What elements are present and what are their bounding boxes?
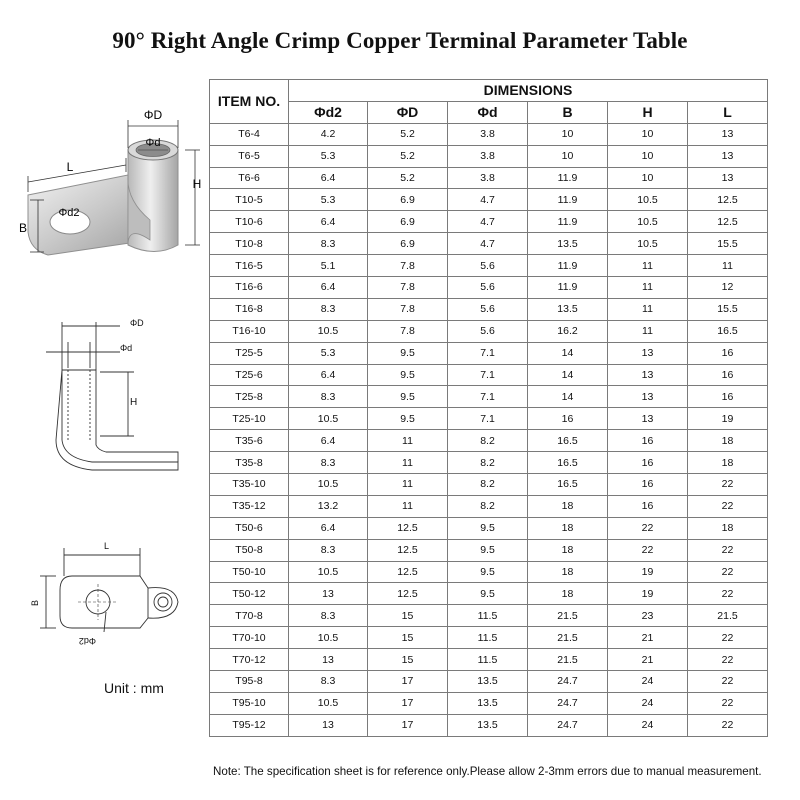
table-row xyxy=(210,364,768,386)
cell-L: 22 xyxy=(688,539,768,561)
table-row xyxy=(210,145,768,167)
cell-L: 22 xyxy=(688,649,768,671)
cell-item-no: T10-6 xyxy=(210,211,289,233)
col-header-phid2: Φd2 xyxy=(289,101,368,123)
cell-phiD: 17 xyxy=(368,692,448,714)
fig1-phid2-label: Φd2 xyxy=(58,207,80,219)
cell-phid2: 8.3 xyxy=(289,233,368,255)
cell-phid: 11.5 xyxy=(448,627,528,649)
cell-H: 13 xyxy=(608,364,688,386)
cell-phid2: 6.4 xyxy=(289,167,368,189)
cell-H: 10.5 xyxy=(608,211,688,233)
table-row xyxy=(210,430,768,452)
cell-item-no: T10-5 xyxy=(210,189,289,211)
cell-phid: 4.7 xyxy=(448,233,528,255)
cell-phid2: 4.2 xyxy=(289,123,368,145)
cell-phiD: 9.5 xyxy=(368,386,448,408)
cell-L: 18 xyxy=(688,452,768,474)
cell-B: 21.5 xyxy=(528,649,608,671)
cell-phid2: 10.5 xyxy=(289,474,368,496)
cell-phid: 8.2 xyxy=(448,452,528,474)
cell-phid: 7.1 xyxy=(448,364,528,386)
cell-item-no: T50-6 xyxy=(210,517,289,539)
cell-L: 22 xyxy=(688,474,768,496)
terminal-plan-view xyxy=(30,541,178,646)
cell-phid2: 6.4 xyxy=(289,430,368,452)
table-row xyxy=(210,277,768,299)
cell-item-no: T6-6 xyxy=(210,167,289,189)
cell-B: 16.5 xyxy=(528,452,608,474)
cell-phid2: 8.3 xyxy=(289,452,368,474)
cell-phid2: 6.4 xyxy=(289,277,368,299)
table-row xyxy=(210,649,768,671)
cell-L: 22 xyxy=(688,714,768,736)
cell-phiD: 5.2 xyxy=(368,123,448,145)
cell-H: 11 xyxy=(608,277,688,299)
fig1-B-label: B xyxy=(18,221,28,235)
cell-L: 15.5 xyxy=(688,298,768,320)
table-row xyxy=(210,517,768,539)
cell-phiD: 7.8 xyxy=(368,298,448,320)
cell-B: 16 xyxy=(528,408,608,430)
cell-phid: 3.8 xyxy=(448,167,528,189)
table-row xyxy=(210,211,768,233)
table-row xyxy=(210,539,768,561)
fig2-H-label: H xyxy=(130,397,138,408)
cell-B: 10 xyxy=(528,123,608,145)
table-row xyxy=(210,298,768,320)
table-row xyxy=(210,561,768,583)
cell-B: 11.9 xyxy=(528,167,608,189)
cell-phid2: 8.3 xyxy=(289,539,368,561)
cell-phiD: 12.5 xyxy=(368,583,448,605)
col-header-L: L xyxy=(688,101,768,123)
fig3-L-label: L xyxy=(104,541,110,551)
cell-B: 13.5 xyxy=(528,233,608,255)
fig1-phiD-label: ΦD xyxy=(143,108,163,122)
cell-H: 11 xyxy=(608,320,688,342)
cell-B: 21.5 xyxy=(528,605,608,627)
fig2-phid-label: Φd xyxy=(120,343,133,353)
cell-phid: 13.5 xyxy=(448,671,528,693)
cell-phid2: 8.3 xyxy=(289,298,368,320)
cell-phid: 8.2 xyxy=(448,474,528,496)
cell-H: 10 xyxy=(608,167,688,189)
cell-B: 18 xyxy=(528,539,608,561)
cell-phiD: 17 xyxy=(368,714,448,736)
cell-H: 22 xyxy=(608,517,688,539)
cell-L: 12.5 xyxy=(688,211,768,233)
cell-H: 19 xyxy=(608,561,688,583)
cell-B: 16.5 xyxy=(528,474,608,496)
cell-phid2: 5.1 xyxy=(289,255,368,277)
table-row xyxy=(210,233,768,255)
cell-B: 16.2 xyxy=(528,320,608,342)
cell-L: 12 xyxy=(688,277,768,299)
cell-L: 22 xyxy=(688,692,768,714)
cell-phid: 13.5 xyxy=(448,714,528,736)
cell-phid2: 13 xyxy=(289,649,368,671)
cell-H: 19 xyxy=(608,583,688,605)
cell-phiD: 6.9 xyxy=(368,233,448,255)
cell-phid2: 10.5 xyxy=(289,627,368,649)
cell-H: 13 xyxy=(608,342,688,364)
cell-H: 24 xyxy=(608,692,688,714)
table-row xyxy=(210,627,768,649)
fig3-phid2-label: Φd2 xyxy=(78,636,96,646)
table-row xyxy=(210,255,768,277)
cell-phiD: 7.8 xyxy=(368,255,448,277)
col-header-H: H xyxy=(608,101,688,123)
cell-B: 14 xyxy=(528,364,608,386)
cell-B: 24.7 xyxy=(528,671,608,693)
cell-phiD: 7.8 xyxy=(368,277,448,299)
cell-H: 10.5 xyxy=(608,189,688,211)
table-row xyxy=(210,714,768,736)
cell-H: 16 xyxy=(608,430,688,452)
cell-phid: 4.7 xyxy=(448,189,528,211)
cell-L: 22 xyxy=(688,627,768,649)
cell-item-no: T16-5 xyxy=(210,255,289,277)
table-row xyxy=(210,452,768,474)
footnote: Note: The specification sheet is for reference only.Please allow 2-3mm errors due to manual measurement. xyxy=(213,765,762,778)
cell-L: 19 xyxy=(688,408,768,430)
cell-B: 11.9 xyxy=(528,211,608,233)
cell-B: 18 xyxy=(528,517,608,539)
cell-phid2: 13 xyxy=(289,714,368,736)
unit-label: Unit : mm xyxy=(104,680,164,696)
table-row xyxy=(210,495,768,517)
cell-item-no: T25-6 xyxy=(210,364,289,386)
cell-phiD: 11 xyxy=(368,495,448,517)
cell-phid2: 10.5 xyxy=(289,408,368,430)
cell-item-no: T35-8 xyxy=(210,452,289,474)
cell-H: 24 xyxy=(608,671,688,693)
cell-B: 18 xyxy=(528,495,608,517)
column-header-row xyxy=(210,101,768,123)
cell-phid: 5.6 xyxy=(448,298,528,320)
cell-phiD: 7.8 xyxy=(368,320,448,342)
cell-item-no: T50-8 xyxy=(210,539,289,561)
col-header-phid: Φd xyxy=(448,101,528,123)
item-no-header: ITEM NO. xyxy=(210,80,289,124)
cell-L: 16.5 xyxy=(688,320,768,342)
cell-item-no: T6-5 xyxy=(210,145,289,167)
cell-phiD: 5.2 xyxy=(368,167,448,189)
cell-B: 18 xyxy=(528,583,608,605)
terminal-side-view xyxy=(46,318,178,470)
cell-H: 23 xyxy=(608,605,688,627)
cell-phid: 3.8 xyxy=(448,123,528,145)
cell-L: 11 xyxy=(688,255,768,277)
table-row xyxy=(210,692,768,714)
cell-item-no: T6-4 xyxy=(210,123,289,145)
cell-item-no: T70-10 xyxy=(210,627,289,649)
cell-L: 18 xyxy=(688,517,768,539)
cell-phid: 8.2 xyxy=(448,495,528,517)
cell-item-no: T16-6 xyxy=(210,277,289,299)
cell-phiD: 5.2 xyxy=(368,145,448,167)
cell-item-no: T50-12 xyxy=(210,583,289,605)
cell-B: 16.5 xyxy=(528,430,608,452)
cell-item-no: T16-8 xyxy=(210,298,289,320)
cell-phid2: 5.3 xyxy=(289,145,368,167)
cell-phid: 11.5 xyxy=(448,605,528,627)
cell-phid2: 5.3 xyxy=(289,189,368,211)
cell-B: 14 xyxy=(528,342,608,364)
table-row xyxy=(210,474,768,496)
cell-phiD: 12.5 xyxy=(368,517,448,539)
cell-phid: 7.1 xyxy=(448,386,528,408)
cell-item-no: T70-8 xyxy=(210,605,289,627)
cell-phiD: 12.5 xyxy=(368,561,448,583)
cell-item-no: T35-6 xyxy=(210,430,289,452)
cell-phid: 5.6 xyxy=(448,255,528,277)
cell-H: 21 xyxy=(608,627,688,649)
table-row xyxy=(210,605,768,627)
cell-L: 13 xyxy=(688,145,768,167)
cell-L: 16 xyxy=(688,386,768,408)
cell-phid2: 8.3 xyxy=(289,386,368,408)
cell-item-no: T25-8 xyxy=(210,386,289,408)
cell-L: 16 xyxy=(688,342,768,364)
dimensions-header: DIMENSIONS xyxy=(289,80,768,102)
col-header-phiD: ΦD xyxy=(368,101,448,123)
cell-H: 16 xyxy=(608,495,688,517)
cell-phiD: 11 xyxy=(368,430,448,452)
table-body xyxy=(210,123,768,736)
cell-phiD: 9.5 xyxy=(368,408,448,430)
cell-phid: 7.1 xyxy=(448,342,528,364)
fig2-phiD-label: ΦD xyxy=(130,318,144,328)
cell-L: 18 xyxy=(688,430,768,452)
table-row xyxy=(210,123,768,145)
fig3-B-label: B xyxy=(30,599,40,606)
table-row xyxy=(210,320,768,342)
cell-L: 13 xyxy=(688,167,768,189)
cell-B: 11.9 xyxy=(528,255,608,277)
cell-phid: 9.5 xyxy=(448,517,528,539)
table-row xyxy=(210,167,768,189)
cell-phid2: 6.4 xyxy=(289,517,368,539)
cell-item-no: T16-10 xyxy=(210,320,289,342)
cell-phiD: 9.5 xyxy=(368,364,448,386)
cell-item-no: T25-5 xyxy=(210,342,289,364)
cell-phid2: 5.3 xyxy=(289,342,368,364)
cell-item-no: T25-10 xyxy=(210,408,289,430)
cell-phiD: 6.9 xyxy=(368,211,448,233)
cell-phiD: 11 xyxy=(368,474,448,496)
cell-phid: 11.5 xyxy=(448,649,528,671)
table-row xyxy=(210,386,768,408)
cell-H: 13 xyxy=(608,408,688,430)
cell-H: 10.5 xyxy=(608,233,688,255)
table-row xyxy=(210,408,768,430)
cell-phiD: 17 xyxy=(368,671,448,693)
cell-B: 13.5 xyxy=(528,298,608,320)
fig1-L-label: L xyxy=(66,160,74,174)
cell-item-no: T50-10 xyxy=(210,561,289,583)
cell-L: 22 xyxy=(688,583,768,605)
table-row xyxy=(210,671,768,693)
cell-H: 24 xyxy=(608,714,688,736)
cell-B: 21.5 xyxy=(528,627,608,649)
cell-H: 16 xyxy=(608,452,688,474)
page-title: 90° Right Angle Crimp Copper Terminal Parameter Table xyxy=(112,28,688,53)
cell-H: 13 xyxy=(608,386,688,408)
table-row xyxy=(210,583,768,605)
cell-H: 11 xyxy=(608,298,688,320)
cell-phid: 9.5 xyxy=(448,539,528,561)
cell-item-no: T10-8 xyxy=(210,233,289,255)
cell-H: 16 xyxy=(608,474,688,496)
table-row xyxy=(210,342,768,364)
cell-phiD: 15 xyxy=(368,627,448,649)
cell-item-no: T95-12 xyxy=(210,714,289,736)
cell-item-no: T95-8 xyxy=(210,671,289,693)
cell-phid: 7.1 xyxy=(448,408,528,430)
cell-H: 22 xyxy=(608,539,688,561)
cell-phid2: 13.2 xyxy=(289,495,368,517)
cell-B: 11.9 xyxy=(528,189,608,211)
cell-H: 11 xyxy=(608,255,688,277)
cell-L: 16 xyxy=(688,364,768,386)
cell-item-no: T35-12 xyxy=(210,495,289,517)
cell-phid: 5.6 xyxy=(448,277,528,299)
cell-phiD: 12.5 xyxy=(368,539,448,561)
cell-phiD: 6.9 xyxy=(368,189,448,211)
cell-B: 14 xyxy=(528,386,608,408)
cell-B: 10 xyxy=(528,145,608,167)
cell-phid2: 6.4 xyxy=(289,364,368,386)
cell-phid: 5.6 xyxy=(448,320,528,342)
cell-H: 10 xyxy=(608,145,688,167)
terminal-photo xyxy=(19,108,201,255)
cell-H: 10 xyxy=(608,123,688,145)
cell-L: 22 xyxy=(688,495,768,517)
cell-phid: 3.8 xyxy=(448,145,528,167)
cell-L: 22 xyxy=(688,561,768,583)
cell-phiD: 11 xyxy=(368,452,448,474)
cell-B: 24.7 xyxy=(528,692,608,714)
cell-L: 12.5 xyxy=(688,189,768,211)
cell-H: 21 xyxy=(608,649,688,671)
cell-phiD: 15 xyxy=(368,605,448,627)
cell-item-no: T70-12 xyxy=(210,649,289,671)
cell-item-no: T95-10 xyxy=(210,692,289,714)
cell-L: 13 xyxy=(688,123,768,145)
cell-B: 18 xyxy=(528,561,608,583)
cell-B: 11.9 xyxy=(528,277,608,299)
cell-item-no: T35-10 xyxy=(210,474,289,496)
cell-phid: 4.7 xyxy=(448,211,528,233)
cell-phid: 9.5 xyxy=(448,583,528,605)
fig1-H-label: H xyxy=(192,177,202,191)
cell-phiD: 15 xyxy=(368,649,448,671)
cell-phid: 8.2 xyxy=(448,430,528,452)
cell-B: 24.7 xyxy=(528,714,608,736)
col-header-B: B xyxy=(528,101,608,123)
cell-phid2: 8.3 xyxy=(289,671,368,693)
cell-phid2: 8.3 xyxy=(289,605,368,627)
cell-phid2: 10.5 xyxy=(289,692,368,714)
parameter-table xyxy=(209,79,768,737)
cell-phid: 9.5 xyxy=(448,561,528,583)
cell-phid2: 10.5 xyxy=(289,561,368,583)
cell-L: 21.5 xyxy=(688,605,768,627)
table-row xyxy=(210,189,768,211)
cell-phid2: 10.5 xyxy=(289,320,368,342)
fig1-phid-label: Φd xyxy=(145,137,161,149)
cell-phid2: 13 xyxy=(289,583,368,605)
cell-phid2: 6.4 xyxy=(289,211,368,233)
cell-phid: 13.5 xyxy=(448,692,528,714)
cell-phiD: 9.5 xyxy=(368,342,448,364)
cell-L: 15.5 xyxy=(688,233,768,255)
cell-L: 22 xyxy=(688,671,768,693)
